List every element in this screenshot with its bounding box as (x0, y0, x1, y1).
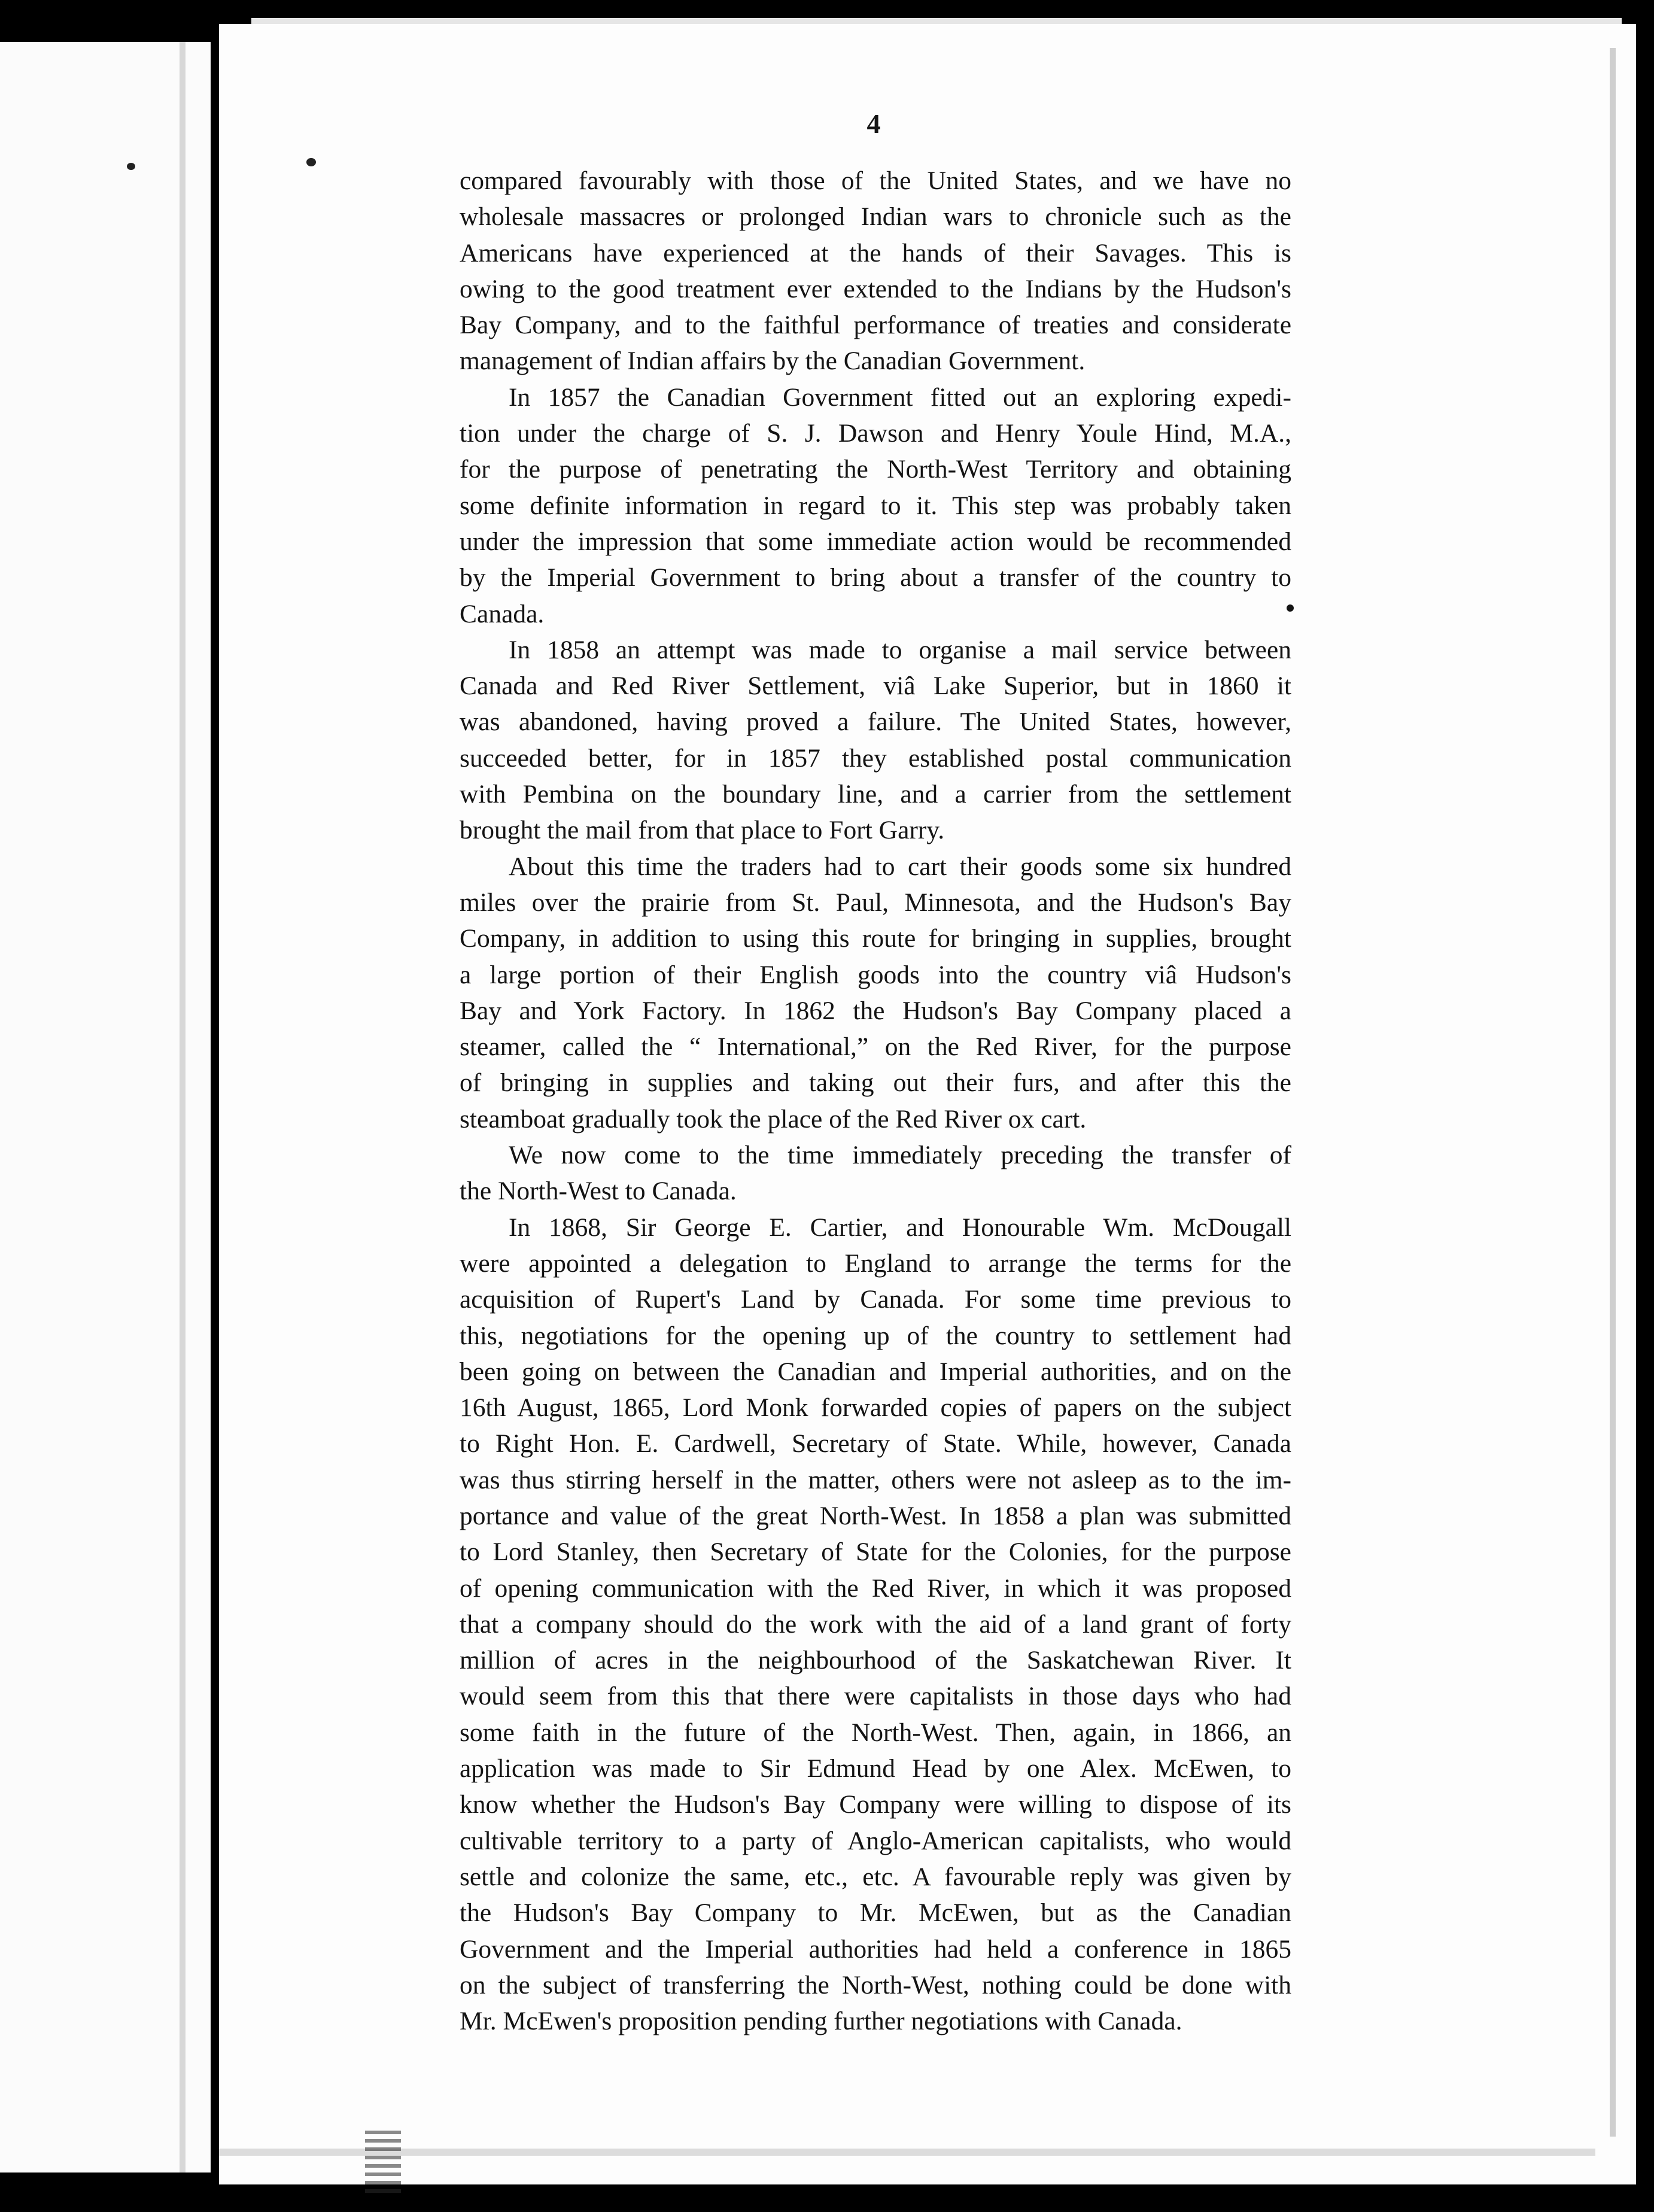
text-line: acquisition of Rupert's Land by Canada. For some time previous to (460, 1285, 1291, 1314)
text-line: been going on between the Canadian and Imperial authorities, and on the (460, 1357, 1291, 1386)
facing-page-edge (0, 42, 211, 2172)
text-line: the Hudson's Bay Company to Mr. McEwen, but as the Canadian (460, 1898, 1291, 1928)
margin-dot (1287, 604, 1294, 612)
text-line: a large portion of their English goods into the country viâ Hudson's (460, 960, 1291, 989)
scan-speck (306, 158, 316, 166)
text-line: In 1868, Sir George E. Cartier, and Honourable Wm. McDougall (509, 1213, 1291, 1242)
paragraph (460, 163, 1291, 379)
text-line: for the purpose of penetrating the North-West Territory and obtaining (460, 455, 1291, 484)
text-line: Canada and Red River Settlement, viâ Lake Superior, but in 1860 it (460, 672, 1291, 701)
paragraph (460, 1210, 1291, 2040)
text-line: We now come to the time immediately preceding the transfer of (509, 1141, 1291, 1170)
text-line: million of acres in the neighbourhood of the Saskatchewan River. It (460, 1646, 1291, 1675)
paragraph (460, 1137, 1291, 1210)
page-bottom-shadow (219, 2149, 1595, 2156)
text-line: that a company should do the work with the aid of a land grant of forty (460, 1609, 1291, 1639)
paragraph (460, 849, 1291, 1137)
binding-marks (365, 2131, 401, 2196)
text-line: Bay and York Factory. In 1862 the Hudson's Bay Company placed a (460, 996, 1291, 1025)
text-line: compared favourably with those of the United States, and we have no (460, 166, 1291, 195)
text-line: 16th August, 1865, Lord Monk forwarded copies of papers on the subject (460, 1393, 1291, 1423)
text-line: About this time the traders had to cart their goods some six hundred (509, 852, 1291, 881)
text-line: to Right Hon. E. Cardwell, Secretary of State. While, however, Canada (460, 1429, 1291, 1459)
text-line: of opening communication with the Red River, in which it was proposed (460, 1573, 1291, 1603)
text-line: was thus stirring herself in the matter, others were not asleep as to the im- (460, 1465, 1291, 1494)
text-line: miles over the prairie from St. Paul, Minnesota, and the Hudson's Bay (460, 888, 1291, 917)
paragraph (460, 632, 1291, 849)
text-line: Company, in addition to using this route for bringing in supplies, brought (460, 924, 1291, 953)
text-line: Mr. McEwen's proposition pending further negotiations with Canada. (460, 2007, 1182, 2036)
text-line: was abandoned, having proved a failure. The United States, however, (460, 707, 1291, 737)
text-line: with Pembina on the boundary line, and a carrier from the settlement (460, 780, 1291, 809)
scan-speck (127, 163, 135, 170)
text-line: some definite information in regard to it. This step was probably taken (460, 491, 1291, 520)
text-line: application was made to Sir Edmund Head by one Alex. McEwen, to (460, 1754, 1291, 1783)
text-line: of bringing in supplies and taking out their furs, and after this the (460, 1068, 1291, 1098)
text-line: In 1858 an attempt was made to organise a mail service between (509, 635, 1291, 664)
text-line: the North-West to Canada. (460, 1177, 737, 1206)
text-line: brought the mail from that place to Fort Garry. (460, 816, 945, 845)
text-line: portance and value of the great North-West. In 1858 a plan was submitted (460, 1501, 1291, 1530)
text-line: wholesale massacres or prolonged Indian wars to chronicle such as the (460, 202, 1291, 232)
body-text (460, 163, 1291, 2039)
text-line: tion under the charge of S. J. Dawson and Henry Youle Hind, M.A., (460, 419, 1291, 448)
text-line: owing to the good treatment ever extended to the Indians by the Hudson's (460, 274, 1291, 303)
text-line: under the impression that some immediate action would be recommended (460, 527, 1291, 556)
text-line: steamboat gradually took the place of the Red River ox cart. (460, 1104, 1087, 1134)
text-line: know whether the Hudson's Bay Company were willing to dispose of its (460, 1790, 1291, 1819)
text-line: settle and colonize the same, etc., etc. A favourable reply was given by (460, 1862, 1291, 1891)
text-line: Americans have experienced at the hands of their Savages. This is (460, 238, 1291, 268)
paragraph (460, 379, 1291, 632)
text-line: Canada. (460, 599, 545, 628)
text-line: some faith in the future of the North-West. Then, again, in 1866, an (460, 1718, 1291, 1747)
text-line: In 1857 the Canadian Government fitted out an exploring expedi- (509, 382, 1291, 412)
text-line: cultivable territory to a party of Anglo-American capitalists, who would (460, 1826, 1291, 1855)
text-line: steamer, called the “ International,” on the Red River, for the purpose (460, 1032, 1291, 1062)
text-line: on the subject of transferring the North-West, nothing could be done with (460, 1970, 1291, 2000)
text-line: this, negotiations for the opening up of the country to settlement had (460, 1321, 1291, 1350)
text-line: management of Indian affairs by the Canadian Government. (460, 347, 1086, 376)
text-line: Bay Company, and to the faithful performance of treaties and considerate (460, 311, 1291, 340)
text-line: were appointed a delegation to England to arrange the terms for the (460, 1248, 1291, 1278)
text-line: Government and the Imperial authorities had held a conference in 1865 (460, 1934, 1291, 1964)
text-line: succeeded better, for in 1857 they established postal communication (460, 743, 1291, 773)
page-number: 4 (866, 108, 881, 139)
page-right-edge (1610, 48, 1616, 2137)
text-line: to Lord Stanley, then Secretary of State for the Colonies, for the purpose (460, 1538, 1291, 1567)
text-line: by the Imperial Government to bring about a transfer of the country to (460, 563, 1291, 592)
text-line: would seem from this that there were capitalists in those days who had (460, 1682, 1291, 1711)
